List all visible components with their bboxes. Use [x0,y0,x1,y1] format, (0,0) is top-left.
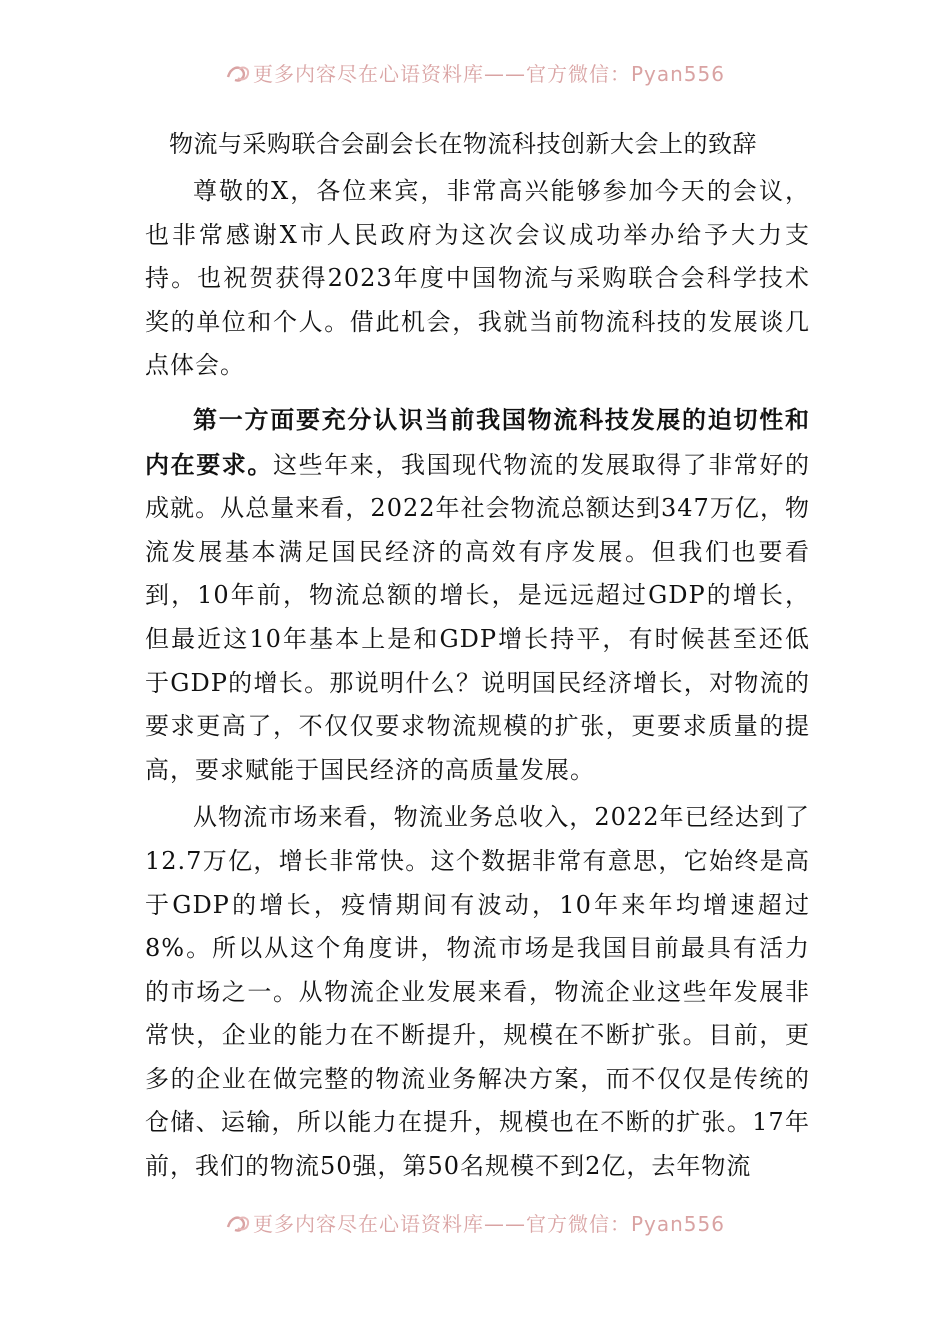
paragraph-market [145,796,810,1188]
paragraph-text: 尊敬的X，各位来宾，非常高兴能够参加今天的会议，也非常感谢X市人民政府为这次会议成功举办给予大力支持。也祝贺获得2023年度中国物流与采购联合会科学技术奖的单位和个人。借此机会，我就当前物流科技的发展谈几点体会。 [145,177,810,380]
footer-watermark [0,1208,950,1237]
paragraph-first-aspect [145,398,810,792]
watermark-text: 更多内容尽在心语资料库——官方微信：Pyan556 [252,62,725,86]
document-body [145,122,810,1189]
document-title: 物流与采购联合会副会长在物流科技创新大会上的致辞 [169,130,757,158]
watermark-logo-icon [225,1213,251,1235]
header-watermark [0,58,950,87]
watermark-logo-icon [225,63,251,85]
paragraph-text: 从物流市场来看，物流业务总收入，2022年已经达到了12.7万亿，增长非常快。这个数据非常有意思，它始终是高于GDP的增长，疫情期间有波动，10年来年均增速超过8%。所以从这个角度讲，物流市场是我国目前最具有活力的市场之一。从物流企业发展来看，物流企业这些年发展非常快，企业的能力在不断提升，规模在不断扩张。目前，更多的企业在做完整的物流业务解决方案，而不仅仅是传统的仓储、运输，所以能力在提升，规模也在不断的扩张。17年前，我们的物流50强，第50名规模不到2亿，去年物流 [145,803,810,1181]
paragraph-greeting [145,170,810,388]
watermark-text: 更多内容尽在心语资料库——官方微信：Pyan556 [252,1212,725,1236]
paragraph-lead-heading: 第一方面要充分认识当前我国物流科技发展的迫切性和内在要求。 [145,404,810,479]
paragraph-text: 这些年来，我国现代物流的发展取得了非常好的成就。从总量来看，2022年社会物流总额达到347万亿，物流发展基本满足国民经济的高效有序发展。但我们也要看到，10年前，物流总额的增长，是远远超过GDP的增长，但最近这10年基本上是和GDP增长持平，有时候甚至还低于GDP的增长。那说明什么？说明国民经济增长，对物流的要求更高了，不仅仅要求物流规模的扩张，更要求质量的提高，要求赋能于国民经济的高质量发展。 [145,450,810,784]
